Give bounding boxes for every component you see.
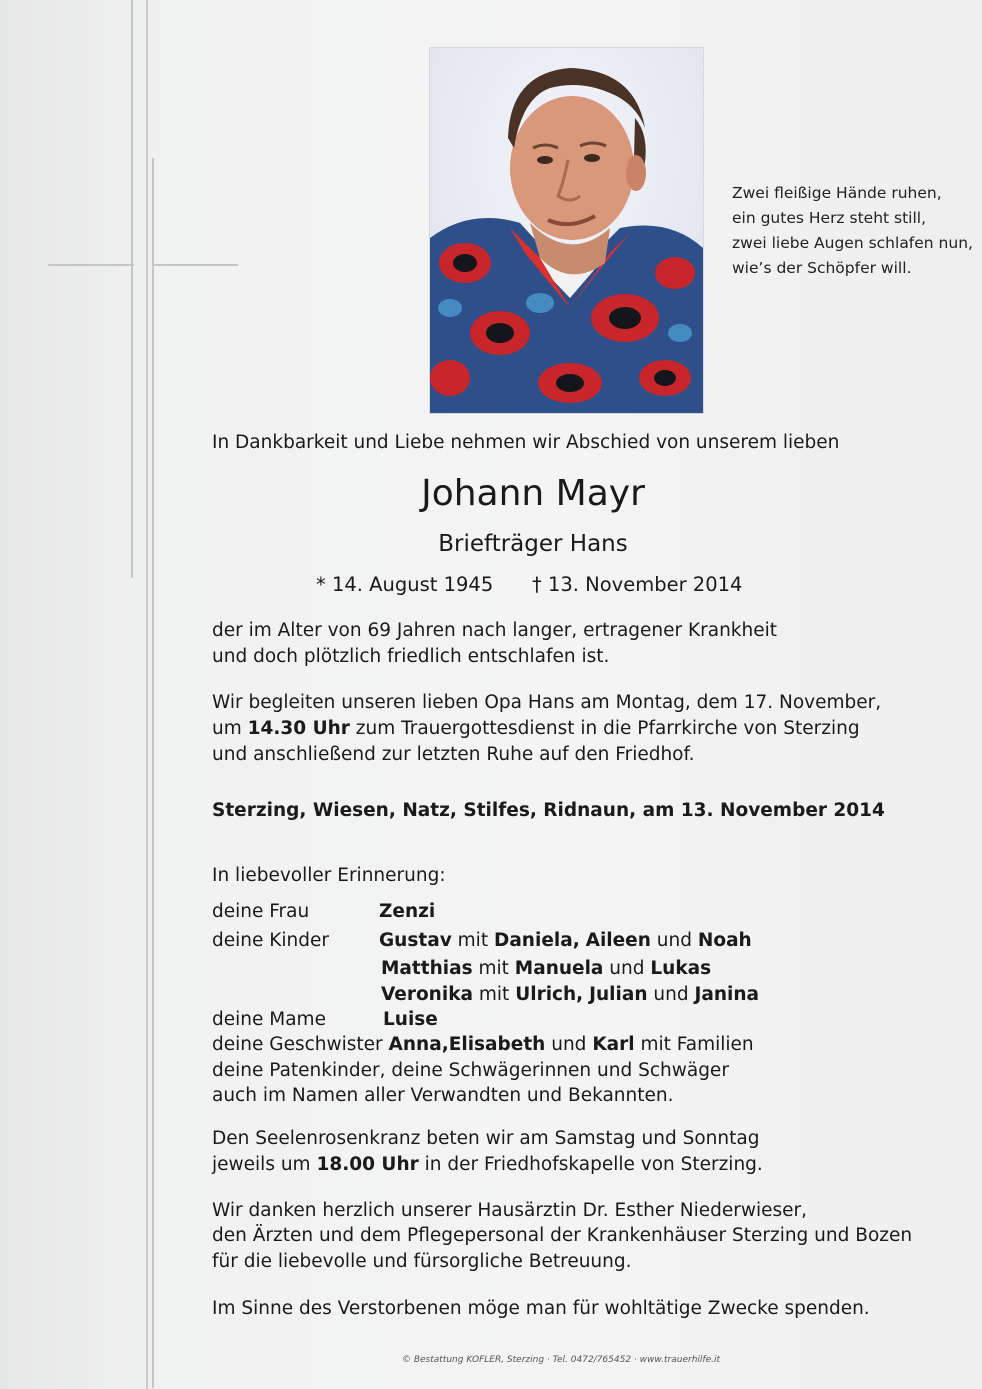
age-text-line: der im Alter von 69 Jahren nach langer, ertragener Krankheit (212, 620, 778, 641)
rosary-line (212, 1152, 763, 1178)
connector: mit Familien (640, 1034, 754, 1055)
footer-credit: © Bestattung KOFLER, Sterzing · Tel. 0472/765452 · www.trauerhilfe.it (401, 1355, 721, 1365)
funeral-text: zum Trauergottesdienst in die Pfarrkirche von Sterzing (349, 718, 860, 739)
poem (732, 181, 972, 281)
partner-name: Ulrich, (515, 984, 584, 1005)
partner-name: Manuela (514, 958, 604, 979)
connector: mit (478, 984, 510, 1005)
rosary-line: Den Seelenrosenkranz beten wir am Samstag und Sonntag (212, 1128, 760, 1149)
page-fold-line (146, 0, 148, 1389)
connector: und (653, 984, 689, 1005)
thanks-line: Wir danken herzlich unserer Hausärztin Dr. Esther Niederwieser, (212, 1200, 807, 1221)
relative-name: Luise (383, 1009, 438, 1030)
child-line (381, 982, 759, 1008)
death-date: † 13. November 2014 (532, 573, 743, 596)
cross-horizontal-left (48, 264, 134, 266)
grandchild-name: Lukas (650, 958, 712, 979)
child-name: Matthias (381, 958, 473, 979)
funeral-line (212, 716, 860, 742)
sibling-name: Elisabeth (448, 1034, 546, 1055)
grandchild-name: Aileen (585, 930, 651, 951)
poem-line: wie’s der Schöpfer will. (732, 259, 912, 277)
thanks-line: den Ärzten und dem Pflegepersonal der Krankenhäuser Sterzing und Bozen (212, 1225, 913, 1246)
thanks-line: für die liebevolle und fürsorgliche Betreuung. (212, 1251, 632, 1272)
portrait-photo (429, 47, 704, 414)
donation-note: Im Sinne des Verstorbenen möge man für wohltätige Zwecke spenden. (212, 1298, 870, 1319)
connector: und (551, 1034, 587, 1055)
deceased-name: Johann Mayr (421, 473, 645, 514)
connector: und (609, 958, 645, 979)
intro-text: In Dankbarkeit und Liebe nehmen wir Abschied von unserem lieben (212, 432, 840, 453)
sibling-name: Karl (592, 1034, 635, 1055)
birth-date: * 14. August 1945 (316, 573, 494, 596)
grandchild-name: Noah (697, 930, 752, 951)
cross-vertical-right (152, 158, 154, 1388)
poem-line: ein gutes Herz steht still, (732, 209, 927, 227)
place-date: Sterzing, Wiesen, Natz, Stilfes, Ridnaun, am 13. November 2014 (212, 800, 885, 821)
poem-line: zwei liebe Augen schlafen nun, (732, 234, 973, 252)
grandchild-name: Julian (589, 984, 648, 1005)
relatives-line: auch im Namen aller Verwandten und Bekannten. (212, 1085, 674, 1106)
poem-line: Zwei fleißige Hände ruhen, (732, 184, 942, 202)
connector: mit (478, 958, 509, 979)
relative-label: deine Frau (212, 901, 310, 922)
relative-label: deine Geschwister (212, 1034, 383, 1055)
funeral-line: Wir begleiten unseren lieben Opa Hans am Montag, dem 17. November, (212, 692, 882, 713)
deceased-nickname: Briefträger Hans (438, 531, 628, 557)
grandchild-name: Janina (694, 984, 760, 1005)
rosary-time: 18.00 Uhr (316, 1154, 419, 1175)
child-line (379, 928, 752, 954)
child-name: Gustav (379, 930, 452, 951)
child-name: Veronika (381, 984, 473, 1005)
funeral-line: und anschließend zur letzten Ruhe auf den Friedhof. (212, 744, 695, 765)
funeral-text: um (212, 718, 248, 739)
connector: mit (457, 930, 489, 951)
relative-name: Zenzi (379, 901, 436, 922)
partner-name: Daniela, (493, 930, 580, 951)
cross-horizontal-right (152, 264, 238, 266)
portrait-illustration (430, 48, 703, 413)
funeral-time: 14.30 Uhr (247, 718, 350, 739)
memory-heading: In liebevoller Erinnerung: (212, 865, 446, 886)
sibling-name: Anna, (388, 1034, 449, 1055)
siblings-line (212, 1032, 754, 1058)
connector: und (656, 930, 692, 951)
rosary-text: jeweils um (212, 1154, 317, 1175)
relative-label: deine Kinder (212, 930, 329, 951)
relatives-line: deine Patenkinder, deine Schwägerinnen und Schwäger (212, 1060, 729, 1081)
child-line (381, 956, 711, 982)
rosary-text: in der Friedhofskapelle von Sterzing. (418, 1154, 763, 1175)
relative-label: deine Mame (212, 1009, 326, 1030)
age-text-line: und doch plötzlich friedlich entschlafen ist. (212, 646, 610, 667)
